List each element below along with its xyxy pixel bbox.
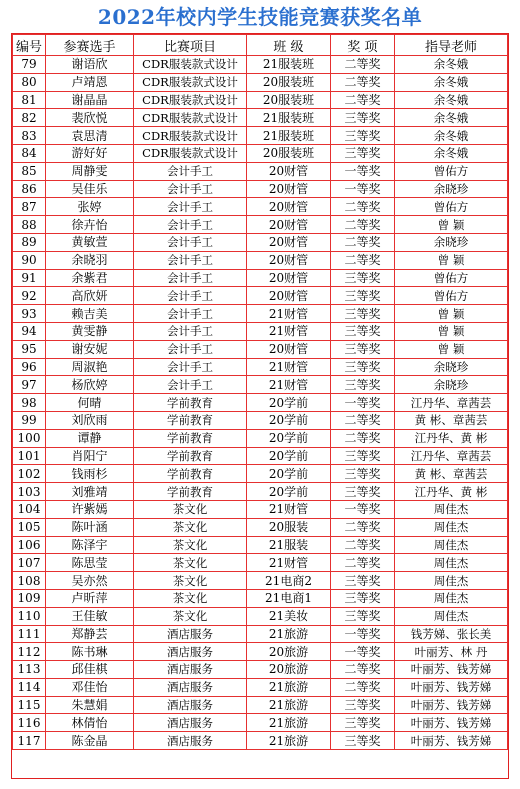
cell-class: 21美妆 bbox=[247, 607, 331, 625]
table-row bbox=[13, 376, 508, 394]
cell-teacher: 周佳杰 bbox=[395, 554, 508, 572]
cell-event: CDR服装款式设计 bbox=[134, 73, 247, 91]
cell-event: CDR服装款式设计 bbox=[134, 109, 247, 127]
cell-class: 20财管 bbox=[247, 198, 331, 216]
cell-teacher: 周佳杰 bbox=[395, 500, 508, 518]
cell-teacher: 曾佑方 bbox=[395, 162, 508, 180]
cell-teacher: 余晓珍 bbox=[395, 358, 508, 376]
cell-teacher: 钱芳娣、张长美 bbox=[395, 625, 508, 643]
table-row bbox=[13, 465, 508, 483]
cell-award: 一等奖 bbox=[331, 625, 395, 643]
cell-contestant: 谢安妮 bbox=[46, 340, 134, 358]
cell-event: 酒店服务 bbox=[134, 625, 247, 643]
cell-award: 三等奖 bbox=[331, 732, 395, 750]
table-row bbox=[13, 589, 508, 607]
cell-class: 21财管 bbox=[247, 554, 331, 572]
cell-class: 21财管 bbox=[247, 305, 331, 323]
cell-teacher: 余冬娥 bbox=[395, 127, 508, 145]
cell-award: 三等奖 bbox=[331, 358, 395, 376]
cell-contestant: 谭静 bbox=[46, 429, 134, 447]
table-row bbox=[13, 91, 508, 109]
cell-event: 茶文化 bbox=[134, 589, 247, 607]
cell-teacher: 余冬娥 bbox=[395, 73, 508, 91]
cell-event: 茶文化 bbox=[134, 554, 247, 572]
cell-class: 20旅游 bbox=[247, 661, 331, 679]
cell-number: 108 bbox=[13, 572, 46, 590]
table-body bbox=[13, 56, 508, 750]
table-row bbox=[13, 56, 508, 74]
table-row bbox=[13, 305, 508, 323]
cell-teacher: 曾 颖 bbox=[395, 322, 508, 340]
cell-number: 85 bbox=[13, 162, 46, 180]
cell-teacher: 曾佑方 bbox=[395, 198, 508, 216]
header-row bbox=[13, 35, 508, 56]
table-row bbox=[13, 287, 508, 305]
table-row bbox=[13, 394, 508, 412]
cell-number: 80 bbox=[13, 73, 46, 91]
table-row bbox=[13, 216, 508, 234]
award-table bbox=[12, 34, 508, 750]
cell-class: 21旅游 bbox=[247, 714, 331, 732]
table-row bbox=[13, 358, 508, 376]
cell-award: 三等奖 bbox=[331, 269, 395, 287]
cell-event: 会计手工 bbox=[134, 269, 247, 287]
table-row bbox=[13, 678, 508, 696]
cell-event: CDR服装款式设计 bbox=[134, 144, 247, 162]
table-row bbox=[13, 429, 508, 447]
cell-contestant: 陈思莹 bbox=[46, 554, 134, 572]
cell-teacher: 叶丽芳、钱芳娣 bbox=[395, 678, 508, 696]
cell-contestant: 刘欣雨 bbox=[46, 411, 134, 429]
table-row bbox=[13, 643, 508, 661]
cell-class: 20财管 bbox=[247, 340, 331, 358]
cell-teacher: 周佳杰 bbox=[395, 536, 508, 554]
cell-contestant: 周淑艳 bbox=[46, 358, 134, 376]
cell-teacher: 余晓珍 bbox=[395, 376, 508, 394]
cell-class: 20服装班 bbox=[247, 144, 331, 162]
cell-teacher: 江丹华、黄 彬 bbox=[395, 429, 508, 447]
cell-number: 115 bbox=[13, 696, 46, 714]
table-row bbox=[13, 144, 508, 162]
cell-number: 98 bbox=[13, 394, 46, 412]
cell-number: 93 bbox=[13, 305, 46, 323]
cell-class: 20学前 bbox=[247, 465, 331, 483]
cell-event: 会计手工 bbox=[134, 376, 247, 394]
cell-award: 二等奖 bbox=[331, 198, 395, 216]
cell-teacher: 余冬娥 bbox=[395, 109, 508, 127]
table-row bbox=[13, 340, 508, 358]
table-row bbox=[13, 127, 508, 145]
cell-event: 酒店服务 bbox=[134, 732, 247, 750]
cell-class: 20财管 bbox=[247, 233, 331, 251]
cell-event: 会计手工 bbox=[134, 198, 247, 216]
cell-class: 20学前 bbox=[247, 394, 331, 412]
cell-contestant: 黄敏萱 bbox=[46, 233, 134, 251]
cell-event: 学前教育 bbox=[134, 447, 247, 465]
cell-contestant: 钱雨杉 bbox=[46, 465, 134, 483]
cell-contestant: 谢晶晶 bbox=[46, 91, 134, 109]
table-row bbox=[13, 269, 508, 287]
cell-teacher: 余冬娥 bbox=[395, 144, 508, 162]
cell-contestant: 朱慧娟 bbox=[46, 696, 134, 714]
cell-event: CDR服装款式设计 bbox=[134, 91, 247, 109]
cell-number: 103 bbox=[13, 483, 46, 501]
cell-number: 94 bbox=[13, 322, 46, 340]
cell-event: 茶文化 bbox=[134, 572, 247, 590]
cell-contestant: 陈叶涵 bbox=[46, 518, 134, 536]
cell-number: 104 bbox=[13, 500, 46, 518]
cell-event: 会计手工 bbox=[134, 322, 247, 340]
cell-class: 20学前 bbox=[247, 483, 331, 501]
cell-event: 会计手工 bbox=[134, 233, 247, 251]
header-event: 比赛项目 bbox=[134, 35, 247, 56]
table-row bbox=[13, 500, 508, 518]
cell-class: 20服装班 bbox=[247, 91, 331, 109]
table-row bbox=[13, 572, 508, 590]
cell-teacher: 周佳杰 bbox=[395, 572, 508, 590]
cell-event: 学前教育 bbox=[134, 483, 247, 501]
cell-event: 学前教育 bbox=[134, 394, 247, 412]
cell-class: 20学前 bbox=[247, 447, 331, 465]
cell-teacher: 余冬娥 bbox=[395, 56, 508, 74]
cell-event: 茶文化 bbox=[134, 607, 247, 625]
cell-contestant: 徐卉怡 bbox=[46, 216, 134, 234]
cell-award: 一等奖 bbox=[331, 162, 395, 180]
cell-number: 90 bbox=[13, 251, 46, 269]
cell-event: 会计手工 bbox=[134, 287, 247, 305]
cell-contestant: 邓佳怡 bbox=[46, 678, 134, 696]
cell-teacher: 余晓珍 bbox=[395, 233, 508, 251]
cell-teacher: 黄 彬、章茜芸 bbox=[395, 411, 508, 429]
cell-number: 100 bbox=[13, 429, 46, 447]
cell-contestant: 何晴 bbox=[46, 394, 134, 412]
cell-event: 会计手工 bbox=[134, 180, 247, 198]
cell-teacher: 周佳杰 bbox=[395, 607, 508, 625]
cell-contestant: 陈书琳 bbox=[46, 643, 134, 661]
cell-class: 21财管 bbox=[247, 322, 331, 340]
cell-teacher: 余冬娥 bbox=[395, 91, 508, 109]
cell-contestant: 高欣妍 bbox=[46, 287, 134, 305]
cell-award: 二等奖 bbox=[331, 73, 395, 91]
cell-award: 二等奖 bbox=[331, 518, 395, 536]
cell-contestant: 陈金晶 bbox=[46, 732, 134, 750]
cell-number: 89 bbox=[13, 233, 46, 251]
cell-class: 21旅游 bbox=[247, 732, 331, 750]
cell-class: 21服装 bbox=[247, 536, 331, 554]
cell-award: 三等奖 bbox=[331, 465, 395, 483]
cell-class: 21电商2 bbox=[247, 572, 331, 590]
cell-contestant: 邱佳棋 bbox=[46, 661, 134, 679]
cell-event: CDR服装款式设计 bbox=[134, 127, 247, 145]
cell-class: 20财管 bbox=[247, 251, 331, 269]
cell-number: 87 bbox=[13, 198, 46, 216]
table-row bbox=[13, 322, 508, 340]
cell-event: 会计手工 bbox=[134, 251, 247, 269]
cell-award: 三等奖 bbox=[331, 127, 395, 145]
cell-contestant: 吴亦然 bbox=[46, 572, 134, 590]
cell-contestant: 卢昕萍 bbox=[46, 589, 134, 607]
cell-teacher: 江丹华、黄 彬 bbox=[395, 483, 508, 501]
cell-number: 114 bbox=[13, 678, 46, 696]
cell-class: 21电商1 bbox=[247, 589, 331, 607]
cell-event: 会计手工 bbox=[134, 305, 247, 323]
table-row bbox=[13, 607, 508, 625]
cell-class: 20财管 bbox=[247, 269, 331, 287]
cell-contestant: 袁思清 bbox=[46, 127, 134, 145]
cell-award: 二等奖 bbox=[331, 251, 395, 269]
cell-event: 学前教育 bbox=[134, 411, 247, 429]
cell-class: 20服装 bbox=[247, 518, 331, 536]
cell-award: 三等奖 bbox=[331, 322, 395, 340]
cell-award: 三等奖 bbox=[331, 483, 395, 501]
cell-contestant: 林倩怡 bbox=[46, 714, 134, 732]
cell-class: 21服装班 bbox=[247, 127, 331, 145]
cell-class: 21服装班 bbox=[247, 56, 331, 74]
cell-award: 三等奖 bbox=[331, 589, 395, 607]
cell-teacher: 黄 彬、章茜芸 bbox=[395, 465, 508, 483]
cell-event: 酒店服务 bbox=[134, 714, 247, 732]
cell-number: 113 bbox=[13, 661, 46, 679]
cell-award: 二等奖 bbox=[331, 429, 395, 447]
cell-contestant: 杨欣婷 bbox=[46, 376, 134, 394]
cell-class: 20学前 bbox=[247, 429, 331, 447]
cell-event: 酒店服务 bbox=[134, 643, 247, 661]
award-sheet bbox=[11, 33, 509, 779]
cell-number: 96 bbox=[13, 358, 46, 376]
cell-award: 三等奖 bbox=[331, 447, 395, 465]
cell-award: 一等奖 bbox=[331, 643, 395, 661]
cell-award: 二等奖 bbox=[331, 91, 395, 109]
header-number: 编号 bbox=[13, 35, 46, 56]
cell-event: 会计手工 bbox=[134, 340, 247, 358]
table-row bbox=[13, 447, 508, 465]
cell-teacher: 周佳杰 bbox=[395, 589, 508, 607]
cell-contestant: 吴佳乐 bbox=[46, 180, 134, 198]
cell-award: 二等奖 bbox=[331, 661, 395, 679]
cell-contestant: 赖吉美 bbox=[46, 305, 134, 323]
cell-number: 84 bbox=[13, 144, 46, 162]
table-row bbox=[13, 536, 508, 554]
cell-teacher: 曾佑方 bbox=[395, 287, 508, 305]
page-title: 2022年校内学生技能竞赛获奖名单 bbox=[97, 5, 423, 29]
cell-class: 21财管 bbox=[247, 358, 331, 376]
cell-number: 95 bbox=[13, 340, 46, 358]
cell-event: 会计手工 bbox=[134, 216, 247, 234]
cell-number: 110 bbox=[13, 607, 46, 625]
cell-contestant: 王佳敏 bbox=[46, 607, 134, 625]
cell-award: 一等奖 bbox=[331, 500, 395, 518]
header-class: 班 级 bbox=[247, 35, 331, 56]
table-row bbox=[13, 661, 508, 679]
cell-award: 三等奖 bbox=[331, 696, 395, 714]
cell-class: 20财管 bbox=[247, 162, 331, 180]
cell-event: 酒店服务 bbox=[134, 696, 247, 714]
cell-number: 105 bbox=[13, 518, 46, 536]
cell-event: 茶文化 bbox=[134, 500, 247, 518]
cell-teacher: 曾 颖 bbox=[395, 340, 508, 358]
cell-class: 21旅游 bbox=[247, 625, 331, 643]
cell-contestant: 谢语欣 bbox=[46, 56, 134, 74]
cell-award: 三等奖 bbox=[331, 714, 395, 732]
cell-contestant: 许紫嫣 bbox=[46, 500, 134, 518]
cell-award: 三等奖 bbox=[331, 376, 395, 394]
cell-teacher: 余晓珍 bbox=[395, 180, 508, 198]
cell-contestant: 郑静芸 bbox=[46, 625, 134, 643]
cell-award: 二等奖 bbox=[331, 216, 395, 234]
cell-number: 82 bbox=[13, 109, 46, 127]
cell-number: 112 bbox=[13, 643, 46, 661]
cell-teacher: 叶丽芳、林 丹 bbox=[395, 643, 508, 661]
cell-award: 一等奖 bbox=[331, 180, 395, 198]
cell-contestant: 卢靖恩 bbox=[46, 73, 134, 91]
cell-teacher: 叶丽芳、钱芳娣 bbox=[395, 696, 508, 714]
cell-award: 三等奖 bbox=[331, 305, 395, 323]
table-row bbox=[13, 198, 508, 216]
cell-event: 会计手工 bbox=[134, 358, 247, 376]
cell-teacher: 叶丽芳、钱芳娣 bbox=[395, 661, 508, 679]
cell-event: 茶文化 bbox=[134, 536, 247, 554]
cell-class: 20旅游 bbox=[247, 643, 331, 661]
cell-number: 99 bbox=[13, 411, 46, 429]
cell-event: 学前教育 bbox=[134, 429, 247, 447]
cell-contestant: 刘雅靖 bbox=[46, 483, 134, 501]
cell-contestant: 张婷 bbox=[46, 198, 134, 216]
table-row bbox=[13, 73, 508, 91]
cell-contestant: 陈泽宇 bbox=[46, 536, 134, 554]
cell-award: 二等奖 bbox=[331, 411, 395, 429]
table-row bbox=[13, 554, 508, 572]
cell-number: 102 bbox=[13, 465, 46, 483]
cell-award: 一等奖 bbox=[331, 394, 395, 412]
cell-award: 三等奖 bbox=[331, 340, 395, 358]
cell-event: 酒店服务 bbox=[134, 678, 247, 696]
table-row bbox=[13, 180, 508, 198]
cell-award: 二等奖 bbox=[331, 678, 395, 696]
cell-class: 20财管 bbox=[247, 287, 331, 305]
cell-event: CDR服装款式设计 bbox=[134, 56, 247, 74]
cell-number: 92 bbox=[13, 287, 46, 305]
cell-award: 三等奖 bbox=[331, 109, 395, 127]
cell-number: 88 bbox=[13, 216, 46, 234]
cell-teacher: 曾佑方 bbox=[395, 269, 508, 287]
cell-contestant: 余晓羽 bbox=[46, 251, 134, 269]
cell-teacher: 叶丽芳、钱芳娣 bbox=[395, 732, 508, 750]
cell-award: 二等奖 bbox=[331, 554, 395, 572]
cell-number: 83 bbox=[13, 127, 46, 145]
cell-number: 107 bbox=[13, 554, 46, 572]
table-row bbox=[13, 714, 508, 732]
table-row bbox=[13, 251, 508, 269]
cell-number: 111 bbox=[13, 625, 46, 643]
cell-number: 97 bbox=[13, 376, 46, 394]
table-row bbox=[13, 411, 508, 429]
cell-class: 20财管 bbox=[247, 180, 331, 198]
cell-event: 学前教育 bbox=[134, 465, 247, 483]
cell-teacher: 江丹华、章茜芸 bbox=[395, 394, 508, 412]
cell-number: 101 bbox=[13, 447, 46, 465]
cell-contestant: 余紫君 bbox=[46, 269, 134, 287]
cell-award: 二等奖 bbox=[331, 233, 395, 251]
header-teacher: 指导老师 bbox=[395, 35, 508, 56]
cell-award: 二等奖 bbox=[331, 536, 395, 554]
cell-class: 21旅游 bbox=[247, 696, 331, 714]
header-contestant: 参赛选手 bbox=[46, 35, 134, 56]
cell-award: 三等奖 bbox=[331, 144, 395, 162]
cell-contestant: 肖阳宁 bbox=[46, 447, 134, 465]
cell-teacher: 叶丽芳、钱芳娣 bbox=[395, 714, 508, 732]
cell-class: 20财管 bbox=[247, 216, 331, 234]
table-row bbox=[13, 625, 508, 643]
cell-number: 86 bbox=[13, 180, 46, 198]
cell-event: 酒店服务 bbox=[134, 661, 247, 679]
table-row bbox=[13, 518, 508, 536]
cell-class: 20学前 bbox=[247, 411, 331, 429]
cell-teacher: 周佳杰 bbox=[395, 518, 508, 536]
cell-number: 79 bbox=[13, 56, 46, 74]
cell-number: 81 bbox=[13, 91, 46, 109]
cell-contestant: 黄雯静 bbox=[46, 322, 134, 340]
cell-contestant: 周静雯 bbox=[46, 162, 134, 180]
cell-number: 91 bbox=[13, 269, 46, 287]
cell-number: 106 bbox=[13, 536, 46, 554]
cell-class: 20服装班 bbox=[247, 73, 331, 91]
table-row bbox=[13, 233, 508, 251]
table-row bbox=[13, 732, 508, 750]
table-row bbox=[13, 162, 508, 180]
cell-class: 21财管 bbox=[247, 376, 331, 394]
cell-class: 21财管 bbox=[247, 500, 331, 518]
cell-teacher: 曾 颖 bbox=[395, 251, 508, 269]
header-award: 奖 项 bbox=[331, 35, 395, 56]
table-row bbox=[13, 109, 508, 127]
cell-number: 117 bbox=[13, 732, 46, 750]
cell-event: 会计手工 bbox=[134, 162, 247, 180]
cell-award: 二等奖 bbox=[331, 56, 395, 74]
cell-number: 109 bbox=[13, 589, 46, 607]
cell-teacher: 江丹华、章茜芸 bbox=[395, 447, 508, 465]
cell-award: 三等奖 bbox=[331, 572, 395, 590]
cell-teacher: 曾 颖 bbox=[395, 305, 508, 323]
table-row bbox=[13, 483, 508, 501]
cell-award: 三等奖 bbox=[331, 607, 395, 625]
cell-class: 21服装班 bbox=[247, 109, 331, 127]
table-row bbox=[13, 696, 508, 714]
cell-number: 116 bbox=[13, 714, 46, 732]
cell-class: 21旅游 bbox=[247, 678, 331, 696]
cell-teacher: 曾 颖 bbox=[395, 216, 508, 234]
cell-award: 三等奖 bbox=[331, 287, 395, 305]
cell-contestant: 裴欣悦 bbox=[46, 109, 134, 127]
cell-contestant: 游好好 bbox=[46, 144, 134, 162]
cell-event: 茶文化 bbox=[134, 518, 247, 536]
